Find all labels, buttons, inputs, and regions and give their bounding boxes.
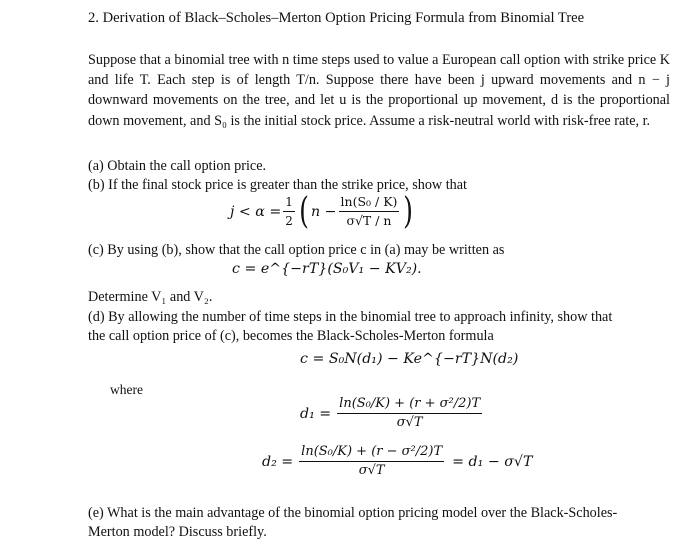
alpha-lhs: j < α = bbox=[230, 203, 282, 220]
d2-lhs: d₂ = bbox=[262, 453, 294, 470]
section-title: 2. Derivation of Black–Scholes–Merton Option Pricing Formula from Binomial Tree bbox=[88, 10, 585, 26]
part-d-line1: (d) By allowing the number of time steps in the binomial tree to approach infinity, show that bbox=[88, 309, 613, 325]
d2-fraction bbox=[299, 444, 444, 479]
d1-num: ln(S₀/K) + (r + σ²/2)T bbox=[337, 396, 482, 414]
part-d-line2: the call option price of (c), becomes the Black-Scholes-Merton formula bbox=[88, 328, 494, 344]
d2-den: σ√T bbox=[358, 463, 385, 478]
part-c-determine: Determine V₁ and V₂. bbox=[88, 289, 213, 305]
half-den: 2 bbox=[285, 214, 293, 228]
where-label: where bbox=[110, 382, 143, 397]
d1-den: σ√T bbox=[396, 415, 423, 430]
half-fraction bbox=[283, 194, 295, 229]
part-a: (a) Obtain the call option price. bbox=[88, 158, 267, 174]
alpha-equation bbox=[230, 190, 415, 232]
part-e-line2: Merton model? Discuss briefly. bbox=[88, 524, 267, 540]
ln-fraction bbox=[339, 194, 400, 229]
right-paren: ) bbox=[403, 190, 414, 232]
ln-den: σ√T / n bbox=[346, 213, 392, 228]
bsm-formula: c = S₀N(d₁) − Ke^{−rT}N(d₂) bbox=[300, 351, 519, 367]
part-e-line1: (e) What is the main advantage of the binomial option pricing model over the Black-Scholes- bbox=[88, 505, 618, 521]
d1-fraction bbox=[337, 396, 482, 431]
problem-intro: Suppose that a binomial tree with n time steps used to value a European call option with strike price K and life T. Each step is of length T/n. Suppose there have been j upward movements and n − j downward movements on the tree, and let u is the proportional up movement, d is the proportional down movement, and S₀ is the initial stock price. Assume a risk-neutral world with risk-free rate, r. bbox=[88, 52, 670, 129]
d1-lhs: d₁ = bbox=[300, 405, 332, 422]
left-paren: ( bbox=[299, 190, 309, 232]
half-num: 1 bbox=[283, 194, 295, 212]
d1-equation bbox=[300, 396, 484, 431]
part-b: (b) If the final stock price is greater than the strike price, show that bbox=[88, 177, 467, 193]
alpha-n: n − bbox=[310, 203, 337, 220]
d2-rhs: = d₁ − σ√T bbox=[452, 453, 533, 470]
ln-num: ln(S₀ / K) bbox=[339, 194, 400, 212]
part-c: (c) By using (b), show that the call option price c in (a) may be written as bbox=[88, 242, 505, 258]
call-price-equation: c = e^{−rT}(S₀V₁ − KV₂). bbox=[232, 261, 422, 277]
d2-num: ln(S₀/K) + (r − σ²/2)T bbox=[299, 444, 444, 462]
d2-equation bbox=[262, 444, 532, 479]
